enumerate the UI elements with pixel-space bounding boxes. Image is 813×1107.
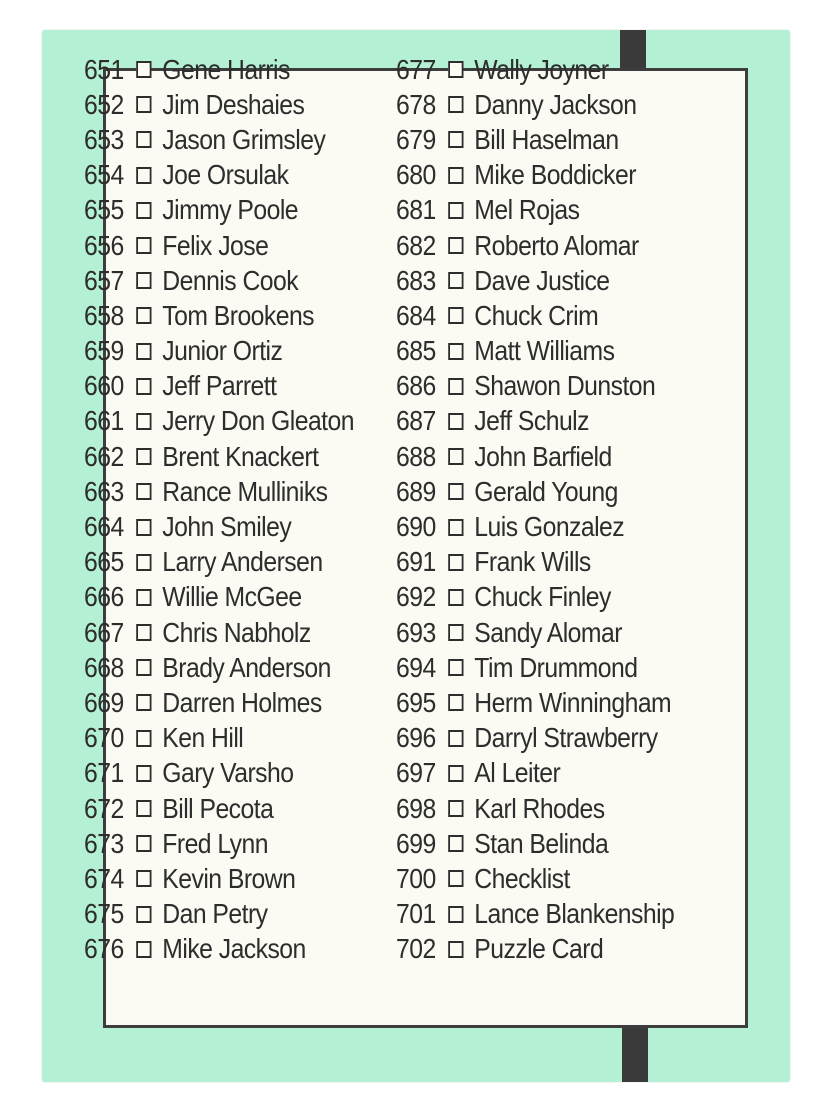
player-name: Tim Drummond: [474, 651, 638, 683]
checkbox-icon[interactable]: [448, 307, 463, 324]
card-number: 658: [84, 299, 124, 331]
player-name: Dennis Cook: [162, 264, 299, 296]
checkbox-icon[interactable]: [136, 413, 151, 430]
checkbox-icon[interactable]: [136, 730, 151, 747]
checklist-entry: [396, 52, 675, 87]
checkbox-icon[interactable]: [136, 554, 151, 571]
checkbox-icon[interactable]: [136, 694, 151, 711]
player-name: Joe Orsulak: [162, 159, 289, 191]
player-name: Jerry Don Gleaton: [162, 405, 354, 437]
player-name: Tom Brookens: [162, 299, 315, 331]
checklist-entry: [396, 756, 675, 791]
checkbox-icon[interactable]: [448, 378, 463, 395]
player-name: Kevin Brown: [162, 862, 296, 894]
player-name: Junior Ortiz: [162, 335, 283, 367]
checkbox-icon[interactable]: [136, 906, 151, 923]
checklist-entry: [396, 897, 675, 932]
checkbox-icon[interactable]: [448, 906, 463, 923]
card-number: 671: [84, 757, 124, 789]
checkbox-icon[interactable]: [136, 835, 151, 852]
player-name: Chuck Crim: [474, 299, 599, 331]
card-number: 655: [84, 194, 124, 226]
player-name: Bill Pecota: [162, 792, 274, 824]
card-number: 690: [396, 511, 436, 543]
player-name: Lance Blankenship: [474, 898, 675, 930]
checkbox-icon[interactable]: [448, 448, 463, 465]
player-name: Gary Varsho: [162, 757, 294, 789]
player-name: Felix Jose: [162, 229, 269, 261]
checkbox-icon[interactable]: [448, 624, 463, 641]
player-name: Chuck Finley: [474, 581, 611, 613]
card-number: 668: [84, 651, 124, 683]
checklist-entry: [84, 897, 363, 932]
checklist-entry: [84, 545, 363, 580]
card-number: 696: [396, 722, 436, 754]
checklist-entry: [84, 334, 363, 369]
checklist-entry: [396, 826, 675, 861]
card-number: 691: [396, 546, 436, 578]
checklist-entry: [84, 193, 363, 228]
checkbox-icon[interactable]: [136, 272, 151, 289]
player-name: Mel Rojas: [474, 194, 580, 226]
card-number: 677: [396, 53, 436, 85]
player-name: Fred Lynn: [162, 827, 268, 859]
checkbox-icon[interactable]: [448, 800, 463, 817]
checkbox-icon[interactable]: [448, 519, 463, 536]
checklist-entry: [84, 826, 363, 861]
player-name: Chris Nabholz: [162, 616, 311, 648]
player-name: Checklist: [474, 862, 570, 894]
checklist-entry: [84, 615, 363, 650]
player-name: Brady Anderson: [162, 651, 331, 683]
checklist-entry: [84, 369, 363, 404]
player-name: Mike Boddicker: [474, 159, 636, 191]
player-name: Shawon Dunston: [474, 370, 656, 402]
checklist-entry: [84, 52, 363, 87]
card-number: 654: [84, 159, 124, 191]
checkbox-icon[interactable]: [448, 96, 463, 113]
checkbox-icon[interactable]: [136, 870, 151, 887]
checkbox-icon[interactable]: [136, 202, 151, 219]
checkbox-icon[interactable]: [448, 589, 463, 606]
player-name: Jim Deshaies: [162, 88, 305, 120]
checkbox-icon[interactable]: [448, 941, 463, 958]
player-name: Roberto Alomar: [474, 229, 639, 261]
checkbox-icon[interactable]: [448, 413, 463, 430]
card-number: 688: [396, 440, 436, 472]
player-name: Gene Harris: [162, 53, 290, 85]
checkbox-icon[interactable]: [136, 343, 151, 360]
checkbox-icon[interactable]: [448, 237, 463, 254]
card-number: 700: [396, 862, 436, 894]
checklist-entry: [396, 615, 675, 650]
player-name: John Smiley: [162, 511, 292, 543]
card-number: 686: [396, 370, 436, 402]
checklist-entry: [396, 158, 675, 193]
card-number: 663: [84, 475, 124, 507]
checkbox-icon[interactable]: [136, 378, 151, 395]
checklist-entry: [396, 334, 675, 369]
checkbox-icon[interactable]: [136, 131, 151, 148]
card-number: 685: [396, 335, 436, 367]
checklist-entry: [84, 298, 363, 333]
checklist-entry: [396, 369, 675, 404]
checkbox-icon[interactable]: [448, 870, 463, 887]
checkbox-icon[interactable]: [136, 659, 151, 676]
bottom-divider-bar: [622, 1028, 648, 1082]
checklist-entry: [396, 439, 675, 474]
checklist-entry: [84, 404, 363, 439]
card-number: 660: [84, 370, 124, 402]
checklist-entry: [84, 509, 363, 544]
checklist-entry: [84, 685, 363, 720]
checklist-entry: [84, 580, 363, 615]
card-number: 675: [84, 898, 124, 930]
checklist-entry: [84, 756, 363, 791]
card-number: 652: [84, 88, 124, 120]
checkbox-icon[interactable]: [136, 941, 151, 958]
player-name: Ken Hill: [162, 722, 244, 754]
card-number: 672: [84, 792, 124, 824]
checklist-entry: [84, 439, 363, 474]
player-name: Dan Petry: [162, 898, 268, 930]
player-name: Mike Jackson: [162, 933, 306, 965]
checklist-left-column: [84, 52, 394, 967]
player-name: Sandy Alomar: [474, 616, 622, 648]
checkbox-icon[interactable]: [448, 765, 463, 782]
checklist-entry: [396, 791, 675, 826]
checkbox-icon[interactable]: [448, 167, 463, 184]
checklist-entry: [84, 791, 363, 826]
checklist-entry: [84, 87, 363, 122]
card-number: 699: [396, 827, 436, 859]
checkbox-icon[interactable]: [448, 835, 463, 852]
player-name: Larry Andersen: [162, 546, 323, 578]
checklist-entry: [84, 650, 363, 685]
checkbox-icon[interactable]: [448, 61, 463, 78]
checkbox-icon[interactable]: [136, 589, 151, 606]
checkbox-icon[interactable]: [136, 765, 151, 782]
card-number: 694: [396, 651, 436, 683]
checkbox-icon[interactable]: [136, 167, 151, 184]
checklist-right-column: [396, 52, 706, 967]
card-number: 701: [396, 898, 436, 930]
card-number: 667: [84, 616, 124, 648]
checklist-entry: [396, 545, 675, 580]
checkbox-icon[interactable]: [136, 448, 151, 465]
card-number: 684: [396, 299, 436, 331]
player-name: Karl Rhodes: [474, 792, 605, 824]
card-number: 702: [396, 933, 436, 965]
card-number: 665: [84, 546, 124, 578]
card-number: 676: [84, 933, 124, 965]
checkbox-icon[interactable]: [448, 483, 463, 500]
card-number: 674: [84, 862, 124, 894]
checkbox-icon[interactable]: [448, 131, 463, 148]
card-number: 689: [396, 475, 436, 507]
checkbox-icon[interactable]: [136, 237, 151, 254]
card-number: 664: [84, 511, 124, 543]
player-name: Wally Joyner: [474, 53, 609, 85]
checklist-entry: [84, 263, 363, 298]
card-number: 670: [84, 722, 124, 754]
player-name: Jason Grimsley: [162, 123, 326, 155]
checklist-entry: [396, 193, 675, 228]
player-name: Gerald Young: [474, 475, 618, 507]
player-name: John Barfield: [474, 440, 612, 472]
player-name: Brent Knackert: [162, 440, 319, 472]
checklist-entry: [396, 650, 675, 685]
checkbox-icon[interactable]: [136, 96, 151, 113]
card-number: 657: [84, 264, 124, 296]
checklist-entry: [84, 721, 363, 756]
card-number: 681: [396, 194, 436, 226]
player-name: Jeff Parrett: [162, 370, 277, 402]
checkbox-icon[interactable]: [448, 554, 463, 571]
checklist-entry: [396, 861, 675, 896]
card-number: 693: [396, 616, 436, 648]
checkbox-icon[interactable]: [448, 343, 463, 360]
card-number: 695: [396, 686, 436, 718]
checkbox-icon[interactable]: [448, 272, 463, 289]
checklist-entry: [396, 721, 675, 756]
checklist-entry: [396, 298, 675, 333]
player-name: Jeff Schulz: [474, 405, 589, 437]
checklist-entry: [396, 404, 675, 439]
checklist-entry: [84, 932, 363, 967]
checklist-entry: [84, 474, 363, 509]
card-number: 666: [84, 581, 124, 613]
card-number: 662: [84, 440, 124, 472]
checkbox-icon[interactable]: [136, 61, 151, 78]
checkbox-icon[interactable]: [448, 659, 463, 676]
player-name: Darren Holmes: [162, 686, 322, 718]
checkbox-icon[interactable]: [136, 307, 151, 324]
player-name: Rance Mulliniks: [162, 475, 328, 507]
card-number: 679: [396, 123, 436, 155]
checklist-entry: [396, 474, 675, 509]
card-number: 678: [396, 88, 436, 120]
card-number: 659: [84, 335, 124, 367]
card-number: 692: [396, 581, 436, 613]
checklist-entry: [396, 263, 675, 298]
card-number: 697: [396, 757, 436, 789]
checklist-entry: [396, 509, 675, 544]
checkbox-icon[interactable]: [448, 694, 463, 711]
card-number: 682: [396, 229, 436, 261]
player-name: Jimmy Poole: [162, 194, 299, 226]
checkbox-icon[interactable]: [448, 730, 463, 747]
card-number: 661: [84, 405, 124, 437]
checklist-entry: [396, 87, 675, 122]
card-number: 673: [84, 827, 124, 859]
card-number: 653: [84, 123, 124, 155]
checkbox-icon[interactable]: [136, 519, 151, 536]
card-number: 698: [396, 792, 436, 824]
checklist-entry: [84, 228, 363, 263]
card-number: 680: [396, 159, 436, 191]
checklist-entry: [396, 580, 675, 615]
player-name: Darryl Strawberry: [474, 722, 658, 754]
checklist-entry: [396, 228, 675, 263]
checklist-entry: [396, 932, 675, 967]
checkbox-icon[interactable]: [448, 202, 463, 219]
player-name: Stan Belinda: [474, 827, 609, 859]
player-name: Al Leiter: [474, 757, 561, 789]
player-name: Bill Haselman: [474, 123, 619, 155]
player-name: Matt Williams: [474, 335, 615, 367]
player-name: Luis Gonzalez: [474, 511, 625, 543]
checkbox-icon[interactable]: [136, 624, 151, 641]
checklist-entry: [396, 122, 675, 157]
checklist-entry: [84, 158, 363, 193]
checkbox-icon[interactable]: [136, 483, 151, 500]
player-name: Herm Winningham: [474, 686, 672, 718]
checklist-entry: [84, 122, 363, 157]
player-name: Danny Jackson: [474, 88, 637, 120]
player-name: Willie McGee: [162, 581, 302, 613]
checklist-entry: [396, 685, 675, 720]
player-name: Frank Wills: [474, 546, 591, 578]
checklist-entry: [84, 861, 363, 896]
checkbox-icon[interactable]: [136, 800, 151, 817]
card-number: 669: [84, 686, 124, 718]
card-number: 687: [396, 405, 436, 437]
card-number: 656: [84, 229, 124, 261]
card-number: 651: [84, 53, 124, 85]
card-number: 683: [396, 264, 436, 296]
player-name: Dave Justice: [474, 264, 610, 296]
player-name: Puzzle Card: [474, 933, 604, 965]
